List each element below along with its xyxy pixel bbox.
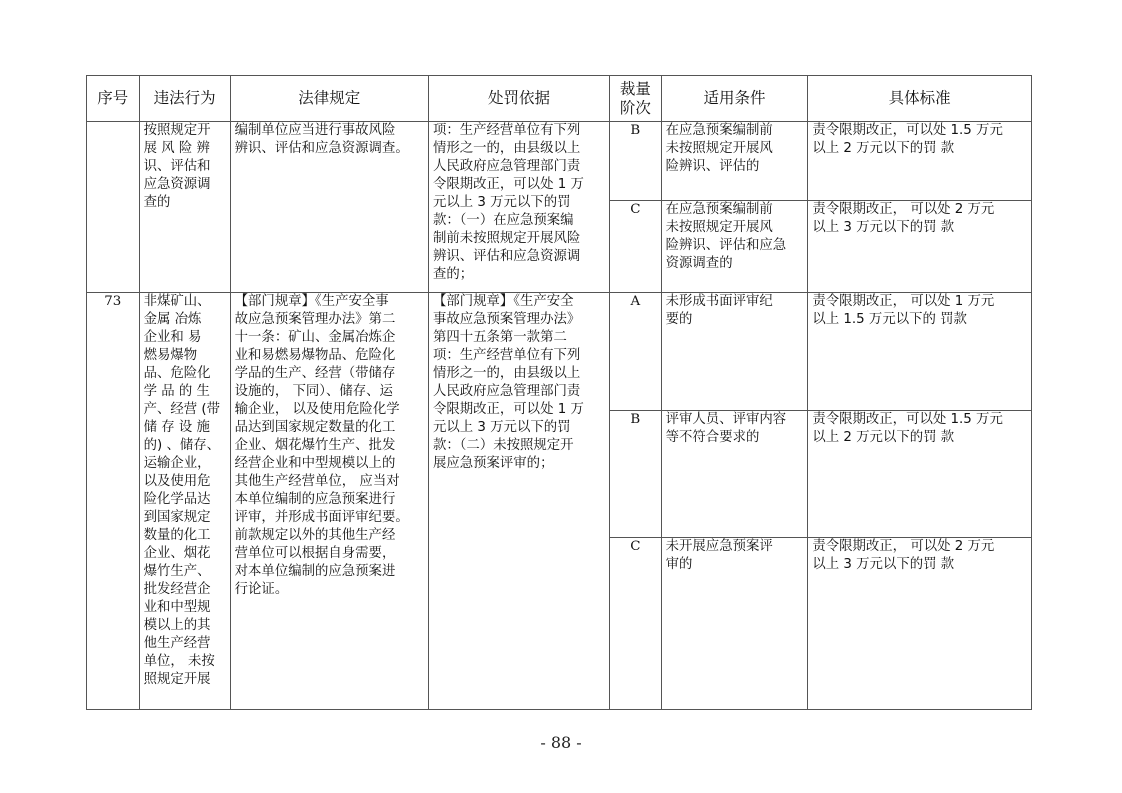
table-header-row	[87, 76, 1032, 122]
level-cell: B	[610, 122, 662, 201]
row-number-cell	[87, 122, 140, 293]
header-condition: 适用条件	[661, 76, 808, 122]
standard-cell: 责令限期改正， 可以处 2 万元 以上 3 万元以下的罚 款	[808, 538, 1032, 710]
header-standard: 具体标准	[808, 76, 1032, 122]
condition-cell: 未形成书面评审纪 要的	[661, 293, 808, 411]
violation-cell: 非煤矿山、 金属 冶炼 企业和 易 燃易爆物 品、危险化 学 品 的 生 产、经营 (带 储 存 设 施 的) 、储存、 运输企业， 以及使用危 险化学品达 到国家规定 数量的化工 企业、烟花 爆竹生产、 批发经营企 业和中型规 模以上的其 他生产经营 单位， 未按 照规定开展	[139, 293, 230, 710]
header-level: 裁量 阶次	[610, 76, 662, 122]
level-cell: A	[610, 293, 662, 411]
condition-cell: 未开展应急预案评 审的	[661, 538, 808, 710]
condition-cell: 在应急预案编制前 未按照规定开展风 险辨识、评估的	[661, 122, 808, 201]
header-law: 法律规定	[230, 76, 428, 122]
condition-cell: 评审人员、评审内容 等不符合要求的	[661, 411, 808, 538]
table-row	[87, 122, 1032, 201]
standard-cell: 责令限期改正， 可以处 1 万元 以上 1.5 万元以下的 罚款	[808, 293, 1032, 411]
header-penalty-basis: 处罚依据	[428, 76, 609, 122]
row-number-cell: 73	[87, 293, 140, 710]
penalty-basis-cell: 【部门规章】《生产安全 事故应急预案管理办法》 第四十五条第一款第二 项：生产经营单位有下列 情形之一的，由县级以上 人民政府应急管理部门责 令限期改正，可以处 1 万 元以上 3 万元以下的罚 款：（二）未按照规定开 展应急预案评审的；	[428, 293, 609, 710]
standard-cell: 责令限期改正， 可以处 2 万元 以上 3 万元以下的罚 款	[808, 201, 1032, 293]
level-cell: C	[610, 538, 662, 710]
header-no: 序号	[87, 76, 140, 122]
condition-cell: 在应急预案编制前 未按照规定开展风 险辨识、评估和应急 资源调查的	[661, 201, 808, 293]
standard-cell: 责令限期改正，可以处 1.5 万元 以上 2 万元以下的罚 款	[808, 122, 1032, 201]
header-violation: 违法行为	[139, 76, 230, 122]
page-number: - 88 -	[540, 733, 582, 752]
violation-cell: 按照规定开 展 风 险 辨 识、评估和 应急资源调 查的	[139, 122, 230, 293]
level-cell: B	[610, 411, 662, 538]
level-cell: C	[610, 201, 662, 293]
penalty-standard-table	[86, 75, 1032, 710]
standard-cell: 责令限期改正，可以处 1.5 万元 以上 2 万元以下的罚 款	[808, 411, 1032, 538]
law-cell: 【部门规章】《生产安全事 故应急预案管理办法》第二 十一条：矿山、金属冶炼企 业和易燃易爆物品、危险化 学品的生产、经营（带储存 设施的， 下同）、储存、运 输企业， 以及使用危险化学 品达到国家规定数量的化工 企业、烟花爆竹生产、批发 经营企业和中型规模以上的 其他生产经营单位， 应当对 本单位编制的应急预案进行 评审，并形成书面评审纪要。 前款规定以外的其他生产经 营单位可以根据自身需要， 对本单位编制的应急预案进 行论证。	[230, 293, 428, 710]
law-cell: 编制单位应当进行事故风险 辨识、评估和应急资源调查。	[230, 122, 428, 293]
penalty-basis-cell: 项：生产经营单位有下列 情形之一的，由县级以上 人民政府应急管理部门责 令限期改正，可以处 1 万 元以上 3 万元以下的罚 款：（一）在应急预案编 制前未按照规定开展风险 辨识、评估和应急资源调 查的；	[428, 122, 609, 293]
table-row	[87, 293, 1032, 411]
